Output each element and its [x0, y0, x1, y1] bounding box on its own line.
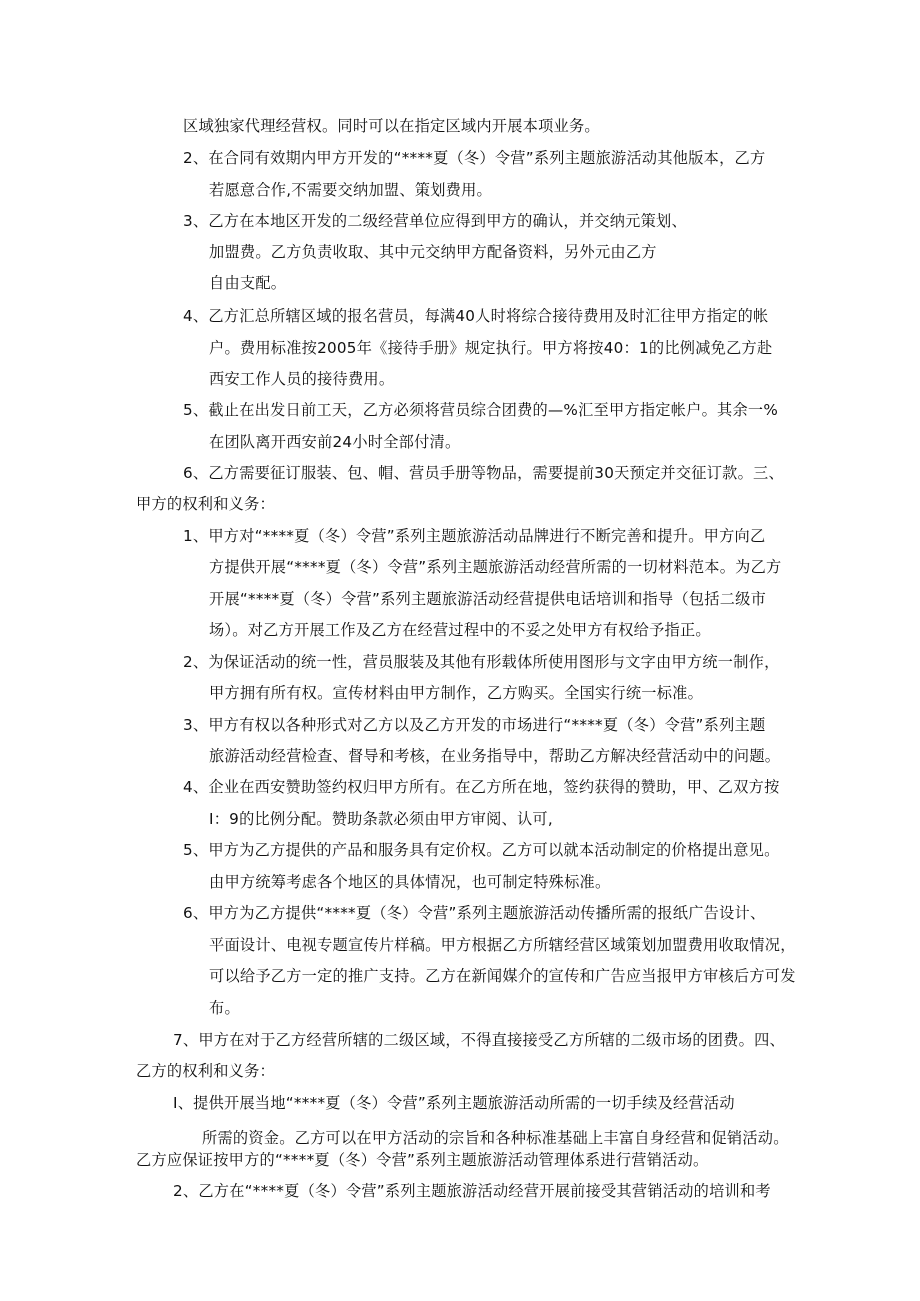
text-line: 方提供开展“****夏（冬）令营”系列主题旅游活动经营所需的一切材料范本。为乙方: [209, 558, 782, 576]
text-line: 若愿意合作,不需要交纳加盟、策划费用。: [209, 181, 492, 199]
text-line: 场）。对乙方开展工作及乙方在经营过程中的不妥之处甲方有权给予指正。: [209, 621, 711, 639]
text-line: I、提供开展当地“****夏（冬）令营”系列主题旅游活动所需的一切手续及经营活动: [173, 1094, 735, 1112]
text-line: 3、乙方在本地区开发的二级经营单位应得到甲方的确认，并交纳元策划、: [183, 212, 687, 230]
text-line: 可以给予乙方一定的推广支持。乙方在新闻媒介的宣传和广告应当报甲方审核后方可发: [209, 967, 796, 985]
text-line: 甲方拥有所有权。宣传材料由甲方制作，乙方购买。全国实行统一标准。: [209, 684, 703, 702]
text-line: 布。: [209, 999, 240, 1017]
text-line: 2、乙方在“****夏（冬）令营”系列主题旅游活动经营开展前接受其营销活动的培训和考: [173, 1182, 771, 1200]
text-line: 户。费用标准按2005年《接待手册》规定执行。甲方将按40：1的比例减免乙方赴: [209, 339, 773, 357]
text-line: 平面设计、电视专题宣传片样稿。甲方根据乙方所辖经营区域策划加盟费用收取情况，: [209, 936, 796, 954]
text-line: 4、企业在西安赞助签约权归甲方所有。在乙方所在地，签约获得的赞助，甲、乙双方按: [183, 778, 780, 796]
text-line: 乙方应保证按甲方的“****夏（冬）令营”系列主题旅游活动管理体系进行营销活动。: [136, 1151, 709, 1169]
text-line: I：9的比例分配。赞助条款必须由甲方审阅、认可,: [209, 810, 553, 828]
text-line: 开展“****夏（冬）令营”系列主题旅游活动经营提供电话培训和指导（包括二级市: [209, 590, 767, 608]
text-line: 4、乙方汇总所辖区域的报名营员，每满40人时将综合接待费用及时汇往甲方指定的帐: [183, 307, 769, 325]
text-line: 由甲方统筹考虑各个地区的具体情况，也可制定特殊标准。: [209, 873, 611, 891]
text-line: 加盟费。乙方负责收取、其中元交纳甲方配备资料，另外元由乙方: [209, 243, 657, 261]
text-line: 3、甲方有权以各种形式对乙方以及乙方开发的市场进行“****夏（冬）令营”系列主题: [183, 716, 766, 734]
text-line: 2、为保证活动的统一性，营员服装及其他有形载体所使用图形与文字由甲方统一制作，: [183, 653, 780, 671]
text-line: 旅游活动经营检查、督导和考核，在业务指导中，帮助乙方解决经营活动中的问题。: [209, 747, 781, 765]
text-line: 乙方的权利和义务：: [136, 1062, 275, 1080]
text-line: 甲方的权利和义务：: [136, 495, 275, 513]
text-line: 5、截止在出发日前工天，乙方必须将营员综合团费的—%汇至甲方指定帐户。其余一%: [183, 401, 779, 419]
text-line: 7、甲方在对于乙方经营所辖的二级区域，不得直接接受乙方所辖的二级市场的团费。四、: [173, 1031, 785, 1049]
text-line: 2、在合同有效期内甲方开发的“****夏（冬）令营”系列主题旅游活动其他版本，乙方: [183, 149, 766, 167]
text-line: 5、甲方为乙方提供的产品和服务具有定价权。乙方可以就本活动制定的价格提出意见。: [183, 841, 780, 859]
text-line: 1、甲方对“****夏（冬）令营”系列主题旅游活动品牌进行不断完善和提升。甲方向乙: [183, 527, 766, 545]
text-line: 区域独家代理经营权。同时可以在指定区域内开展本项业务。: [183, 117, 600, 135]
text-line: 6、甲方为乙方提供“****夏（冬）令营”系列主题旅游活动传播所需的报纸广告设计、: [183, 904, 766, 922]
text-line: 自由支配。: [209, 274, 287, 292]
text-line: 所需的资金。乙方可以在甲方活动的宗旨和各种标准基础上丰富自身经营和促销活动。: [202, 1129, 789, 1147]
text-line: 6、乙方需要征订服装、包、帽、营员手册等物品，需要提前30天预定并交征订款。三、: [183, 464, 784, 482]
text-line: 西安工作人员的接待费用。: [209, 370, 395, 388]
text-line: 在团队离开西安前24小时全部付清。: [209, 433, 461, 451]
